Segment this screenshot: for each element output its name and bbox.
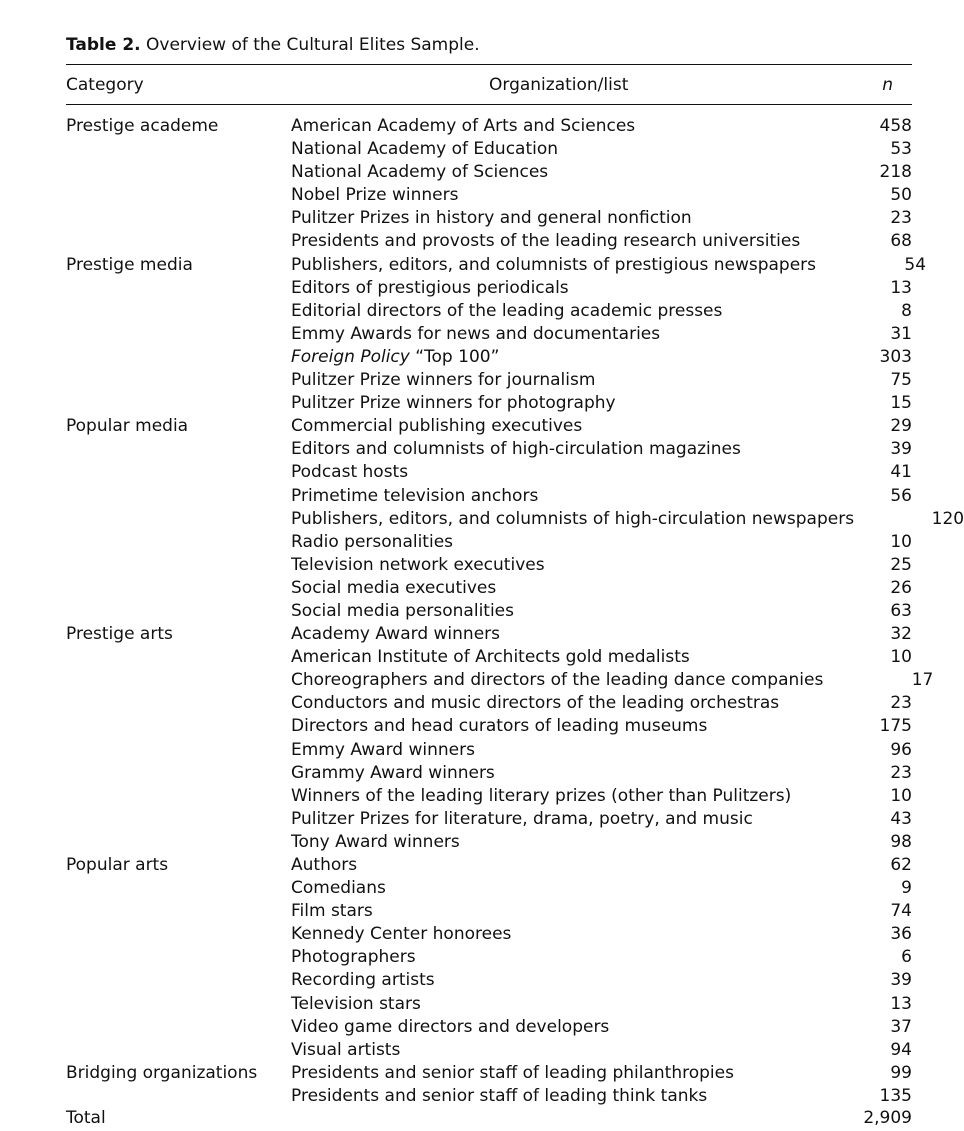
row-category <box>66 323 291 346</box>
row-organization: American Institute of Architects gold medalists <box>291 647 690 668</box>
row-category <box>66 531 291 554</box>
row-category <box>66 554 291 577</box>
table-row <box>66 993 912 1016</box>
row-organization: Pulitzer Prize winners for journalism <box>291 370 596 391</box>
row-n: 120 <box>931 508 964 529</box>
row-organization: Emmy Award winners <box>291 739 475 760</box>
table-row <box>66 577 912 600</box>
table-row <box>66 1016 912 1039</box>
row-n: 39 <box>890 970 912 991</box>
table-row <box>66 646 912 669</box>
table-row <box>66 392 912 415</box>
row-category <box>66 1039 291 1062</box>
row-organization: Nobel Prize winners <box>291 185 459 206</box>
row-organization: Conductors and music directors of the leading orchestras <box>291 693 780 714</box>
row-organization: Radio personalities <box>291 531 454 552</box>
row-organization: Emmy Awards for news and documentaries <box>291 323 661 344</box>
table-row <box>66 785 912 808</box>
row-organization: Editorial directors of the leading academic presses <box>291 300 723 321</box>
row-n: 39 <box>890 439 912 460</box>
row-n: 175 <box>879 716 912 737</box>
row-category <box>66 877 291 900</box>
row-category <box>66 1016 291 1039</box>
row-category <box>66 207 291 230</box>
table-row <box>66 554 912 577</box>
row-organization: Tony Award winners <box>291 831 460 852</box>
row-organization: Presidents and provosts of the leading research universities <box>291 231 801 252</box>
row-organization: Podcast hosts <box>291 462 409 483</box>
row-n: 135 <box>879 1085 912 1106</box>
row-n: 23 <box>890 208 912 229</box>
row-organization: Presidents and senior staff of leading think tanks <box>291 1085 708 1106</box>
row-category <box>66 692 291 715</box>
row-n: 10 <box>890 531 912 552</box>
row-category <box>66 461 291 484</box>
row-organization: Editors and columnists of high-circulation magazines <box>291 439 741 460</box>
row-category <box>66 161 291 184</box>
row-category <box>66 508 291 531</box>
row-category <box>66 646 291 669</box>
table-row <box>66 969 912 992</box>
table-row <box>66 277 912 300</box>
row-n: 50 <box>890 185 912 206</box>
row-n: 458 <box>879 116 912 136</box>
row-n: 9 <box>901 878 912 899</box>
row-category: Bridging organizations <box>66 1062 258 1083</box>
row-category <box>66 184 291 207</box>
row-organization: National Academy of Sciences <box>291 162 549 183</box>
table-row <box>66 508 964 531</box>
row-n: 218 <box>879 162 912 183</box>
row-n: 13 <box>890 993 912 1014</box>
row-n: 26 <box>890 577 912 598</box>
row-organization: Grammy Award winners <box>291 762 495 783</box>
row-organization: Video game directors and developers <box>291 1016 610 1037</box>
table-row <box>66 184 912 207</box>
row-category <box>66 946 291 969</box>
table-row <box>66 138 912 161</box>
row-organization: Primetime television anchors <box>291 485 539 506</box>
row-organization: Social media executives <box>291 577 497 598</box>
row-organization: Foreign Policy “Top 100” <box>291 346 500 367</box>
row-n: 303 <box>879 346 912 367</box>
row-organization: Publishers, editors, and columnists of prestigious newspapers <box>291 254 817 275</box>
table-row <box>66 946 912 969</box>
row-organization: Authors <box>291 855 358 875</box>
row-n: 96 <box>890 739 912 760</box>
row-n: 74 <box>890 901 912 922</box>
row-category <box>66 969 291 992</box>
row-organization: Pulitzer Prize winners for photography <box>291 393 616 414</box>
row-organization: Social media personalities <box>291 600 515 621</box>
row-organization: Kennedy Center honorees <box>291 924 512 945</box>
row-organization: Presidents and senior staff of leading philanthropies <box>291 1062 734 1083</box>
row-category <box>66 277 291 300</box>
table-row <box>66 254 927 277</box>
row-category <box>66 392 291 415</box>
row-organization: Editors of prestigious periodicals <box>291 277 569 298</box>
row-category <box>66 808 291 831</box>
row-n: 25 <box>890 554 912 575</box>
row-n: 36 <box>890 924 912 945</box>
table-row <box>66 438 912 461</box>
row-category <box>66 600 291 623</box>
total-n: 2,909 <box>863 1108 912 1128</box>
row-n: 23 <box>890 762 912 783</box>
row-organization: Recording artists <box>291 970 435 991</box>
table-row <box>66 300 912 323</box>
row-n: 17 <box>911 670 934 691</box>
row-organization: Directors and head curators of leading museums <box>291 716 708 737</box>
row-organization: National Academy of Education <box>291 139 559 160</box>
row-category <box>66 762 291 785</box>
table-row <box>66 669 934 692</box>
row-category <box>66 485 291 508</box>
row-n: 63 <box>890 600 912 621</box>
header-organization: Organization/list <box>489 75 629 95</box>
row-n: 56 <box>890 485 912 506</box>
row-organization: Winners of the leading literary prizes (other than Pulitzers) <box>291 785 792 806</box>
row-organization: Publishers, editors, and columnists of high-circulation newspapers <box>291 508 855 529</box>
header-n: n <box>882 75 893 95</box>
row-category: Prestige academe <box>66 116 219 136</box>
table-row <box>66 531 912 554</box>
header-rule <box>66 104 912 105</box>
top-rule <box>66 64 912 65</box>
row-n: 62 <box>890 855 912 875</box>
row-category <box>66 138 291 161</box>
row-n: 75 <box>890 370 912 391</box>
row-n: 41 <box>890 462 912 483</box>
row-organization: Commercial publishing executives <box>291 416 583 437</box>
row-category <box>66 1085 291 1108</box>
row-organization: Pulitzer Prizes in history and general nonfiction <box>291 208 692 229</box>
row-organization: Comedians <box>291 878 386 899</box>
row-category <box>66 900 291 923</box>
row-n: 37 <box>890 1016 912 1037</box>
row-organization: Film stars <box>291 901 373 922</box>
table-row <box>66 600 912 623</box>
table-row <box>66 230 912 253</box>
row-organization: American Academy of Arts and Sciences <box>291 116 636 136</box>
row-organization: Photographers <box>291 947 416 968</box>
table-row <box>66 346 912 369</box>
table-row <box>66 485 912 508</box>
row-category <box>66 715 291 738</box>
row-n: 43 <box>890 808 912 829</box>
row-n: 13 <box>890 277 912 298</box>
row-category <box>66 230 291 253</box>
row-category: Prestige arts <box>66 624 173 645</box>
row-category <box>66 831 291 854</box>
total-label: Total <box>66 1108 106 1128</box>
table-row <box>66 1062 912 1085</box>
table-row <box>66 739 912 762</box>
row-category <box>66 993 291 1016</box>
table-row <box>66 415 912 438</box>
table-row <box>66 1085 912 1108</box>
row-n: 53 <box>890 139 912 160</box>
table-row <box>66 323 912 346</box>
row-n: 99 <box>890 1062 912 1083</box>
row-n: 10 <box>890 785 912 806</box>
table-row <box>66 115 912 138</box>
table-row <box>66 369 912 392</box>
row-organization: Television network executives <box>291 554 545 575</box>
table-row <box>66 831 912 854</box>
table-row <box>66 715 912 738</box>
row-category: Popular media <box>66 416 189 437</box>
row-category <box>66 923 291 946</box>
table-row <box>66 461 912 484</box>
table-row <box>66 623 912 646</box>
row-n: 10 <box>890 647 912 668</box>
row-category <box>66 577 291 600</box>
row-category <box>66 300 291 323</box>
row-category <box>66 369 291 392</box>
row-n: 94 <box>890 1039 912 1060</box>
row-organization: Visual artists <box>291 1039 401 1060</box>
table-row <box>66 877 912 900</box>
row-category <box>66 669 291 692</box>
table-label: Table 2. <box>66 35 141 55</box>
row-category <box>66 346 291 369</box>
table-row <box>66 854 912 877</box>
table-body <box>66 115 964 1108</box>
table-row <box>66 207 912 230</box>
header-category: Category <box>66 75 144 95</box>
row-n: 32 <box>890 624 912 645</box>
row-n: 23 <box>890 693 912 714</box>
row-organization: Pulitzer Prizes for literature, drama, poetry, and music <box>291 808 753 829</box>
row-n: 8 <box>901 300 912 321</box>
total-row <box>66 1106 912 1130</box>
row-category <box>66 739 291 762</box>
row-n: 54 <box>904 254 927 275</box>
row-category <box>66 785 291 808</box>
row-category <box>66 438 291 461</box>
row-n: 31 <box>890 323 912 344</box>
row-n: 15 <box>890 393 912 414</box>
row-organization: Television stars <box>291 993 421 1014</box>
row-n: 6 <box>901 947 912 968</box>
table-row <box>66 923 912 946</box>
table-row <box>66 161 912 184</box>
table-row <box>66 808 912 831</box>
table-row <box>66 692 912 715</box>
table-title: Overview of the Cultural Elites Sample. <box>146 35 480 55</box>
row-n: 29 <box>890 416 912 437</box>
table-caption <box>66 33 480 57</box>
row-organization: Academy Award winners <box>291 624 500 645</box>
row-n: 68 <box>890 231 912 252</box>
table-row <box>66 1039 912 1062</box>
table-row <box>66 900 912 923</box>
row-n: 98 <box>890 831 912 852</box>
row-category: Prestige media <box>66 254 193 275</box>
row-category: Popular arts <box>66 855 169 875</box>
table-row <box>66 762 912 785</box>
row-organization: Choreographers and directors of the leading dance companies <box>291 670 824 691</box>
